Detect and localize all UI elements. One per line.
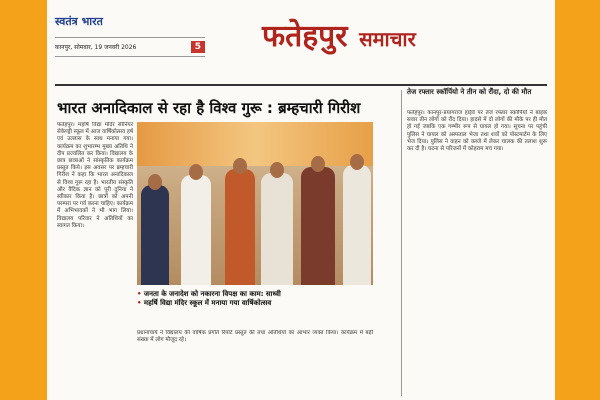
main-headline: भारत अनादिकाल से रहा है विश्व गुरू : ब्रम्हचारी गिरीश [57,99,361,117]
date-text: कानपुर, सोमवार, 19 जनवरी 2026 [55,44,137,51]
page-number: 5 [191,41,205,53]
news-photo [137,122,373,285]
masthead-title [262,14,416,55]
masthead-left [55,14,205,57]
subheads [137,290,373,308]
brand-name: स्वतंत्र भारत [55,15,103,28]
story-bottom-text: प्रधानाचार्य ने विद्यालय की वार्षिक प्रगति रिपोर्ट प्रस्तुत की तथा अतिथियों का आभार व्यक्त किया। कार्यक्रम में बड़ी संख्या में लोग मौजूद रहे। [137,330,373,344]
story-column-1: फतेहपुर। महर्षि विद्या मंदिर सीनियर सेकेण्ड्री स्कूल में आज वार्षिकोत्सव हर्ष एवं उल्लास के साथ मनाया गया। कार्यक्रम का शुभारम्भ मुख्य अतिथि ने दीप प्रज्वलित कर किया। विद्यालय के छात्र छात्राओं ने सांस्कृतिक कार्यक्रम प्रस्तुत किये। इस अवसर पर ब्रम्हचारी गिरीश ने कहा कि भारत अनादिकाल से विश्व गुरू रहा है। भारतीय संस्कृति और वैदिक ज्ञान को पूरी दुनिया ने स्वीकार किया है। छात्रों को अपनी परम्परा पर गर्व करना चाहिए। कार्यक्रम में अभिभावकों ने भी भाग लिया। विद्यालय परिवार ने अतिथियों का स्वागत किया। [57,122,133,229]
masthead-title-main: फतेहपुर [262,19,348,54]
dateline [55,37,205,57]
photo-banner [137,122,373,166]
subhead-1: • जनता के जनादेश को नकारना विपक्ष का काम: साध्वी [137,290,373,299]
side-headline: तेज रफ्तार स्कॉर्पियो ने तीन को रौंदा, दो की मौत [407,88,532,96]
masthead-title-sub: समाचार [359,27,416,51]
column-divider [401,90,402,396]
header-rule [55,84,547,86]
page-border-right [555,0,600,400]
newspaper-page [47,0,555,400]
side-story-text: फतेहपुर। कानपुर-प्रयागराज हाईवे पर तेज रफ्तार स्कॉर्पियो ने बाइक सवार तीन लोगों को रौंद दिया। हादसे में दो लोगों की मौके पर ही मौत हो गई जबकि एक गम्भीर रूप से घायल हो गया। सूचना पर पहुंची पुलिस ने घायल को अस्पताल भेजा तथा शवों को पोस्टमार्टम के लिए भेज दिया। पुलिस ने वाहन को कब्जे में लेकर चालक की तलाश शुरू कर दी है। घटना से परिजनों में कोहराम मच गया। [407,110,547,153]
subhead-2: • महर्षि विद्या मंदिर स्कूल में मनाया गया वार्षिकोत्सव [137,299,373,308]
